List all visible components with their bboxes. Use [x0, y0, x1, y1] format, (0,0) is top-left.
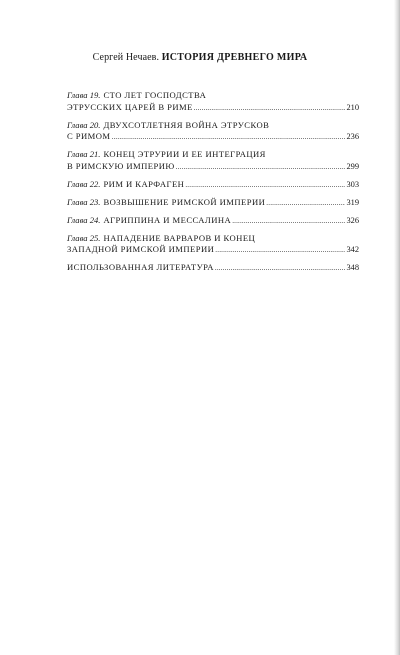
toc-line — [67, 215, 359, 228]
toc-entry — [67, 179, 359, 192]
dot-leader — [112, 132, 346, 144]
chapter-label: Глава 20. — [67, 119, 101, 130]
toc-line — [67, 262, 359, 275]
dot-leader — [176, 162, 346, 174]
dot-leader — [185, 180, 345, 192]
page-number: 210 — [346, 102, 359, 112]
page-number: 299 — [346, 161, 359, 171]
page-number: 348 — [346, 263, 359, 272]
chapter-title: АГРИППИНА И МЕССАЛИНА — [103, 214, 232, 225]
chapter-title: РИМ И КАРФАГЕН — [103, 178, 185, 189]
chapter-title: ИСПОЛЬЗОВАННАЯ ЛИТЕРАТУРА — [67, 262, 214, 272]
chapter-label: Глава 19. — [67, 90, 101, 100]
toc-entry — [67, 90, 359, 114]
chapter-title: ДВУХСОТЛЕТНЯЯ ВОЙНА ЭТРУСКОВ — [103, 119, 270, 130]
chapter-title: КОНЕЦ ЭТРУРИИ И ЕЕ ИНТЕГРАЦИЯ — [103, 149, 266, 159]
page-number: 326 — [346, 215, 359, 225]
chapter-title: В РИМСКУЮ ИМПЕРИЮ — [67, 160, 175, 171]
chapter-label: Глава 22. — [67, 178, 101, 189]
dot-leader — [215, 263, 346, 275]
chapter-label: Глава 21. — [67, 149, 101, 159]
toc-line — [67, 149, 359, 161]
toc-entry — [67, 197, 359, 210]
dot-leader — [232, 216, 345, 228]
toc-line — [67, 90, 359, 102]
dot-leader — [266, 198, 345, 210]
chapter-label: Глава 25. — [67, 232, 101, 243]
page-number: 342 — [346, 245, 359, 254]
toc-line — [67, 120, 359, 132]
toc-entry — [67, 149, 359, 173]
book-title: ИСТОРИЯ ДРЕВНЕГО МИРА — [161, 52, 308, 63]
toc-line — [67, 102, 359, 115]
chapter-title: НАПАДЕНИЕ ВАРВАРОВ И КОНЕЦ — [103, 232, 256, 243]
toc-line — [67, 179, 359, 192]
toc-line — [67, 197, 359, 210]
page-number: 236 — [346, 132, 359, 141]
chapter-title: СТО ЛЕТ ГОСПОДСТВА — [103, 90, 207, 100]
chapter-title: ЗАПАДНОЙ РИМСКОЙ ИМПЕРИИ — [67, 244, 215, 254]
toc-entry — [67, 262, 359, 275]
dot-leader — [215, 245, 345, 257]
toc-line — [67, 233, 359, 245]
chapter-title: С РИМОМ — [67, 131, 111, 141]
toc-entry — [67, 120, 359, 144]
dot-leader — [194, 103, 346, 115]
page-number: 303 — [346, 179, 359, 189]
author-name: Сергей Нечаев. — [92, 52, 160, 63]
toc-entry — [67, 215, 359, 228]
chapter-title: ЭТРУССКИХ ЦАРЕЙ В РИМЕ — [67, 101, 193, 112]
page-edge-shadow — [394, 0, 400, 655]
page-number: 319 — [346, 197, 359, 207]
running-head — [0, 52, 400, 63]
toc-line — [67, 244, 359, 257]
chapter-label: Глава 23. — [67, 196, 101, 207]
chapter-label: Глава 24. — [67, 214, 101, 225]
table-of-contents — [67, 90, 359, 280]
toc-entry — [67, 233, 359, 257]
toc-line — [67, 131, 359, 144]
toc-line — [67, 161, 359, 174]
chapter-title: ВОЗВЫШЕНИЕ РИМСКОЙ ИМПЕРИИ — [103, 196, 266, 207]
